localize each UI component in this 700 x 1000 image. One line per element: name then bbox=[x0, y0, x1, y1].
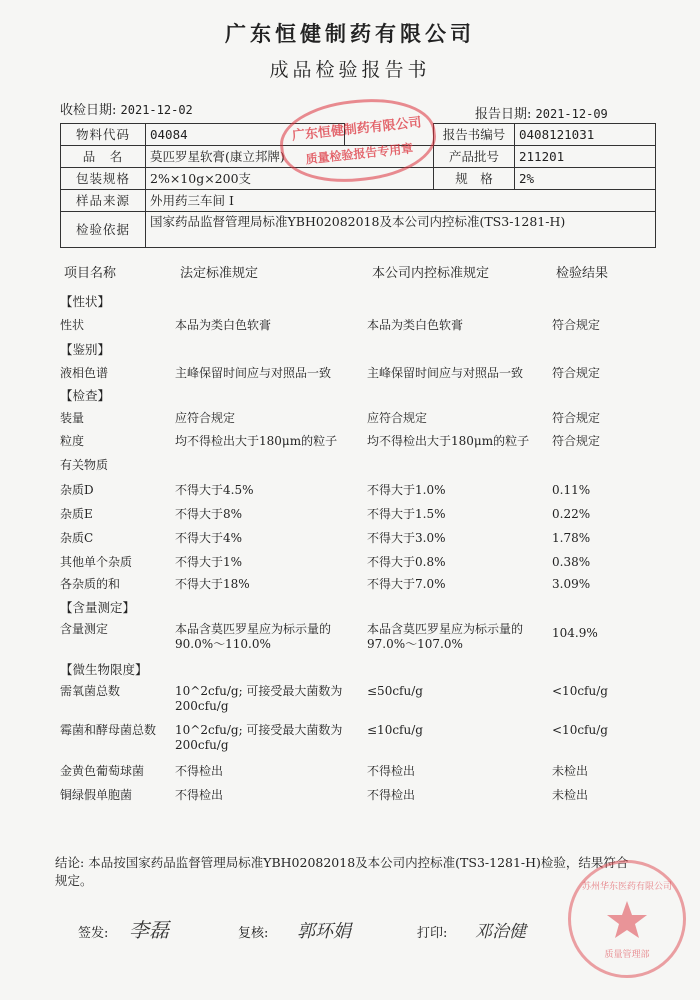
row-item: 液相色谱 bbox=[60, 366, 109, 380]
basis-text: 国家药品监督管理局标准YBH02082018及本公司内控标准(TS3-1281-H) bbox=[146, 212, 656, 248]
product-name-label: 品 名 bbox=[61, 146, 146, 168]
printer-signature bbox=[473, 915, 553, 949]
row-item: 杂质C bbox=[60, 531, 94, 545]
report-date-label: 报告日期: bbox=[475, 107, 532, 122]
reviewer-label: 复核: bbox=[238, 926, 269, 941]
row-legal: 不得大于18% bbox=[175, 577, 250, 591]
inspect-date-label: 收检日期: bbox=[60, 103, 117, 118]
report-no-label: 报告书编号 bbox=[434, 124, 515, 146]
row-result: 0.11% bbox=[552, 483, 591, 497]
section-assay: 【含量测定】 bbox=[60, 600, 136, 615]
conclusion bbox=[55, 854, 635, 890]
pack-spec: 2%×10g×200支 bbox=[146, 168, 434, 190]
inspect-date bbox=[60, 99, 193, 118]
row-item: 需氧菌总数 bbox=[60, 684, 121, 698]
row-result: 3.09% bbox=[552, 577, 591, 591]
section-tests: 【检查】 bbox=[60, 388, 111, 403]
section-identification: 【鉴别】 bbox=[60, 342, 111, 357]
basis-label: 检验依据 bbox=[61, 212, 146, 248]
sample-source-label: 样品来源 bbox=[61, 190, 146, 212]
row-internal: 不得检出 bbox=[367, 764, 416, 778]
row-legal: 不得大于1% bbox=[175, 555, 243, 569]
row-item: 含量测定 bbox=[60, 622, 109, 636]
row-legal: 本品含莫匹罗星应为标示量的90.0%～110.0% bbox=[175, 622, 332, 651]
row-legal: 均不得检出大于180μm的粒子 bbox=[175, 434, 338, 448]
report-date bbox=[475, 103, 608, 122]
row-legal: 本品为类白色软膏 bbox=[175, 318, 272, 332]
material-code: 04084 bbox=[146, 124, 345, 146]
department-stamp bbox=[568, 860, 686, 978]
row-internal: ≤50cfu/g bbox=[367, 684, 423, 698]
row-result: 未检出 bbox=[552, 788, 589, 802]
row-legal: 主峰保留时间应与对照品一致 bbox=[175, 366, 332, 380]
company-title: 广东恒健制药有限公司 bbox=[225, 21, 475, 46]
svg-text:质量管理部: 质量管理部 bbox=[604, 950, 650, 960]
sample-source: 外用药三车间 I bbox=[146, 190, 656, 212]
row-internal: 不得大于0.8% bbox=[367, 555, 446, 569]
row-legal: 不得检出 bbox=[175, 764, 224, 778]
col-legal: 法定标准规定 bbox=[180, 266, 259, 281]
spec-label: 规 格 bbox=[434, 168, 515, 190]
row-result: 符合规定 bbox=[552, 366, 601, 380]
col-item: 项目名称 bbox=[64, 266, 117, 281]
row-internal: 主峰保留时间应与对照品一致 bbox=[367, 366, 524, 380]
issuer-label: 签发: bbox=[78, 926, 109, 941]
col-internal: 本公司内控标准规定 bbox=[372, 266, 490, 281]
signature-icon bbox=[295, 913, 385, 945]
row-legal: 10^2cfu/g; 可接受最大菌数为200cfu/g bbox=[175, 723, 343, 752]
row-legal: 10^2cfu/g; 可接受最大菌数为200cfu/g bbox=[175, 684, 343, 713]
document-title: 成品检验报告书 bbox=[269, 59, 431, 81]
section-appearance: 【性状】 bbox=[60, 294, 111, 309]
star-stamp-icon bbox=[571, 863, 683, 975]
row-item: 各杂质的和 bbox=[60, 577, 121, 591]
row-legal: 应符合规定 bbox=[175, 411, 236, 425]
row-result: 0.22% bbox=[552, 507, 591, 521]
svg-text:邓治健: 邓治健 bbox=[475, 922, 526, 942]
inspect-date-value: 2021-12-02 bbox=[120, 103, 193, 117]
svg-text:质量检验报告专用章: 质量检验报告专用章 bbox=[304, 141, 414, 167]
row-item: 杂质D bbox=[60, 483, 94, 497]
section-micro: 【微生物限度】 bbox=[60, 662, 148, 677]
conclusion-label: 结论: bbox=[55, 855, 85, 870]
row-item: 装量 bbox=[60, 411, 85, 425]
signature-icon bbox=[473, 915, 553, 945]
row-internal: 本品为类白色软膏 bbox=[367, 318, 464, 332]
pack-label: 包装规格 bbox=[61, 168, 146, 190]
row-result: 符合规定 bbox=[552, 434, 601, 448]
conclusion-text: 本品按国家药品监督管理局标准YBH02082018及本公司内控标准(TS3-1281-H)检验，结果符合规定。 bbox=[55, 855, 629, 888]
row-result: 104.9% bbox=[552, 626, 598, 640]
svg-text:郭环娟: 郭环娟 bbox=[297, 921, 351, 942]
report-date-value: 2021-12-09 bbox=[535, 107, 608, 121]
row-internal: 本品含莫匹罗星应为标示量的97.0%～107.0% bbox=[367, 622, 524, 651]
row-legal: 不得大于4.5% bbox=[175, 483, 254, 497]
row-item: 有关物质 bbox=[60, 458, 109, 472]
row-result: 符合规定 bbox=[552, 411, 601, 425]
printer-label: 打印: bbox=[417, 926, 448, 941]
row-internal: 应符合规定 bbox=[367, 411, 428, 425]
batch-no: 211201 bbox=[515, 146, 656, 168]
issuer-signature bbox=[125, 913, 195, 949]
row-item: 杂质E bbox=[60, 507, 93, 521]
svg-text:广东恒健制药有限公司: 广东恒健制药有限公司 bbox=[291, 115, 423, 144]
row-result: 1.78% bbox=[552, 531, 591, 545]
quality-stamp-icon bbox=[279, 95, 436, 185]
col-result: 检验结果 bbox=[556, 266, 609, 281]
row-internal: 不得大于3.0% bbox=[367, 531, 446, 545]
spec-value: 2% bbox=[515, 168, 656, 190]
product-name: 莫匹罗星软膏(康立邦牌) bbox=[146, 146, 434, 168]
row-result: <10cfu/g bbox=[552, 684, 608, 698]
reviewer-signature bbox=[295, 913, 385, 949]
row-item: 其他单个杂质 bbox=[60, 555, 133, 569]
row-item: 霉菌和酵母菌总数 bbox=[60, 723, 157, 737]
row-internal: 不得大于7.0% bbox=[367, 577, 446, 591]
row-result: 0.38% bbox=[552, 555, 591, 569]
row-item: 粒度 bbox=[60, 434, 85, 448]
svg-text:李磊: 李磊 bbox=[129, 918, 169, 942]
row-internal: ≤10cfu/g bbox=[367, 723, 423, 737]
report-no: 0408121031 bbox=[515, 124, 656, 146]
row-result: <10cfu/g bbox=[552, 723, 608, 737]
signature-icon bbox=[125, 913, 195, 945]
row-internal: 均不得检出大于180μm的粒子 bbox=[367, 434, 530, 448]
material-code-label: 物料代码 bbox=[61, 124, 146, 146]
svg-text:苏州华东医药有限公司: 苏州华东医药有限公司 bbox=[581, 882, 673, 892]
row-legal: 不得大于8% bbox=[175, 507, 243, 521]
row-result: 符合规定 bbox=[552, 318, 601, 332]
row-item: 金黄色葡萄球菌 bbox=[60, 764, 145, 778]
row-internal: 不得检出 bbox=[367, 788, 416, 802]
row-item: 铜绿假单胞菌 bbox=[60, 788, 133, 802]
row-internal: 不得大于1.0% bbox=[367, 483, 446, 497]
row-legal: 不得大于4% bbox=[175, 531, 243, 545]
row-result: 未检出 bbox=[552, 764, 589, 778]
row-legal: 不得检出 bbox=[175, 788, 224, 802]
row-internal: 不得大于1.5% bbox=[367, 507, 446, 521]
row-item: 性状 bbox=[60, 318, 85, 332]
batch-label: 产品批号 bbox=[434, 146, 515, 168]
